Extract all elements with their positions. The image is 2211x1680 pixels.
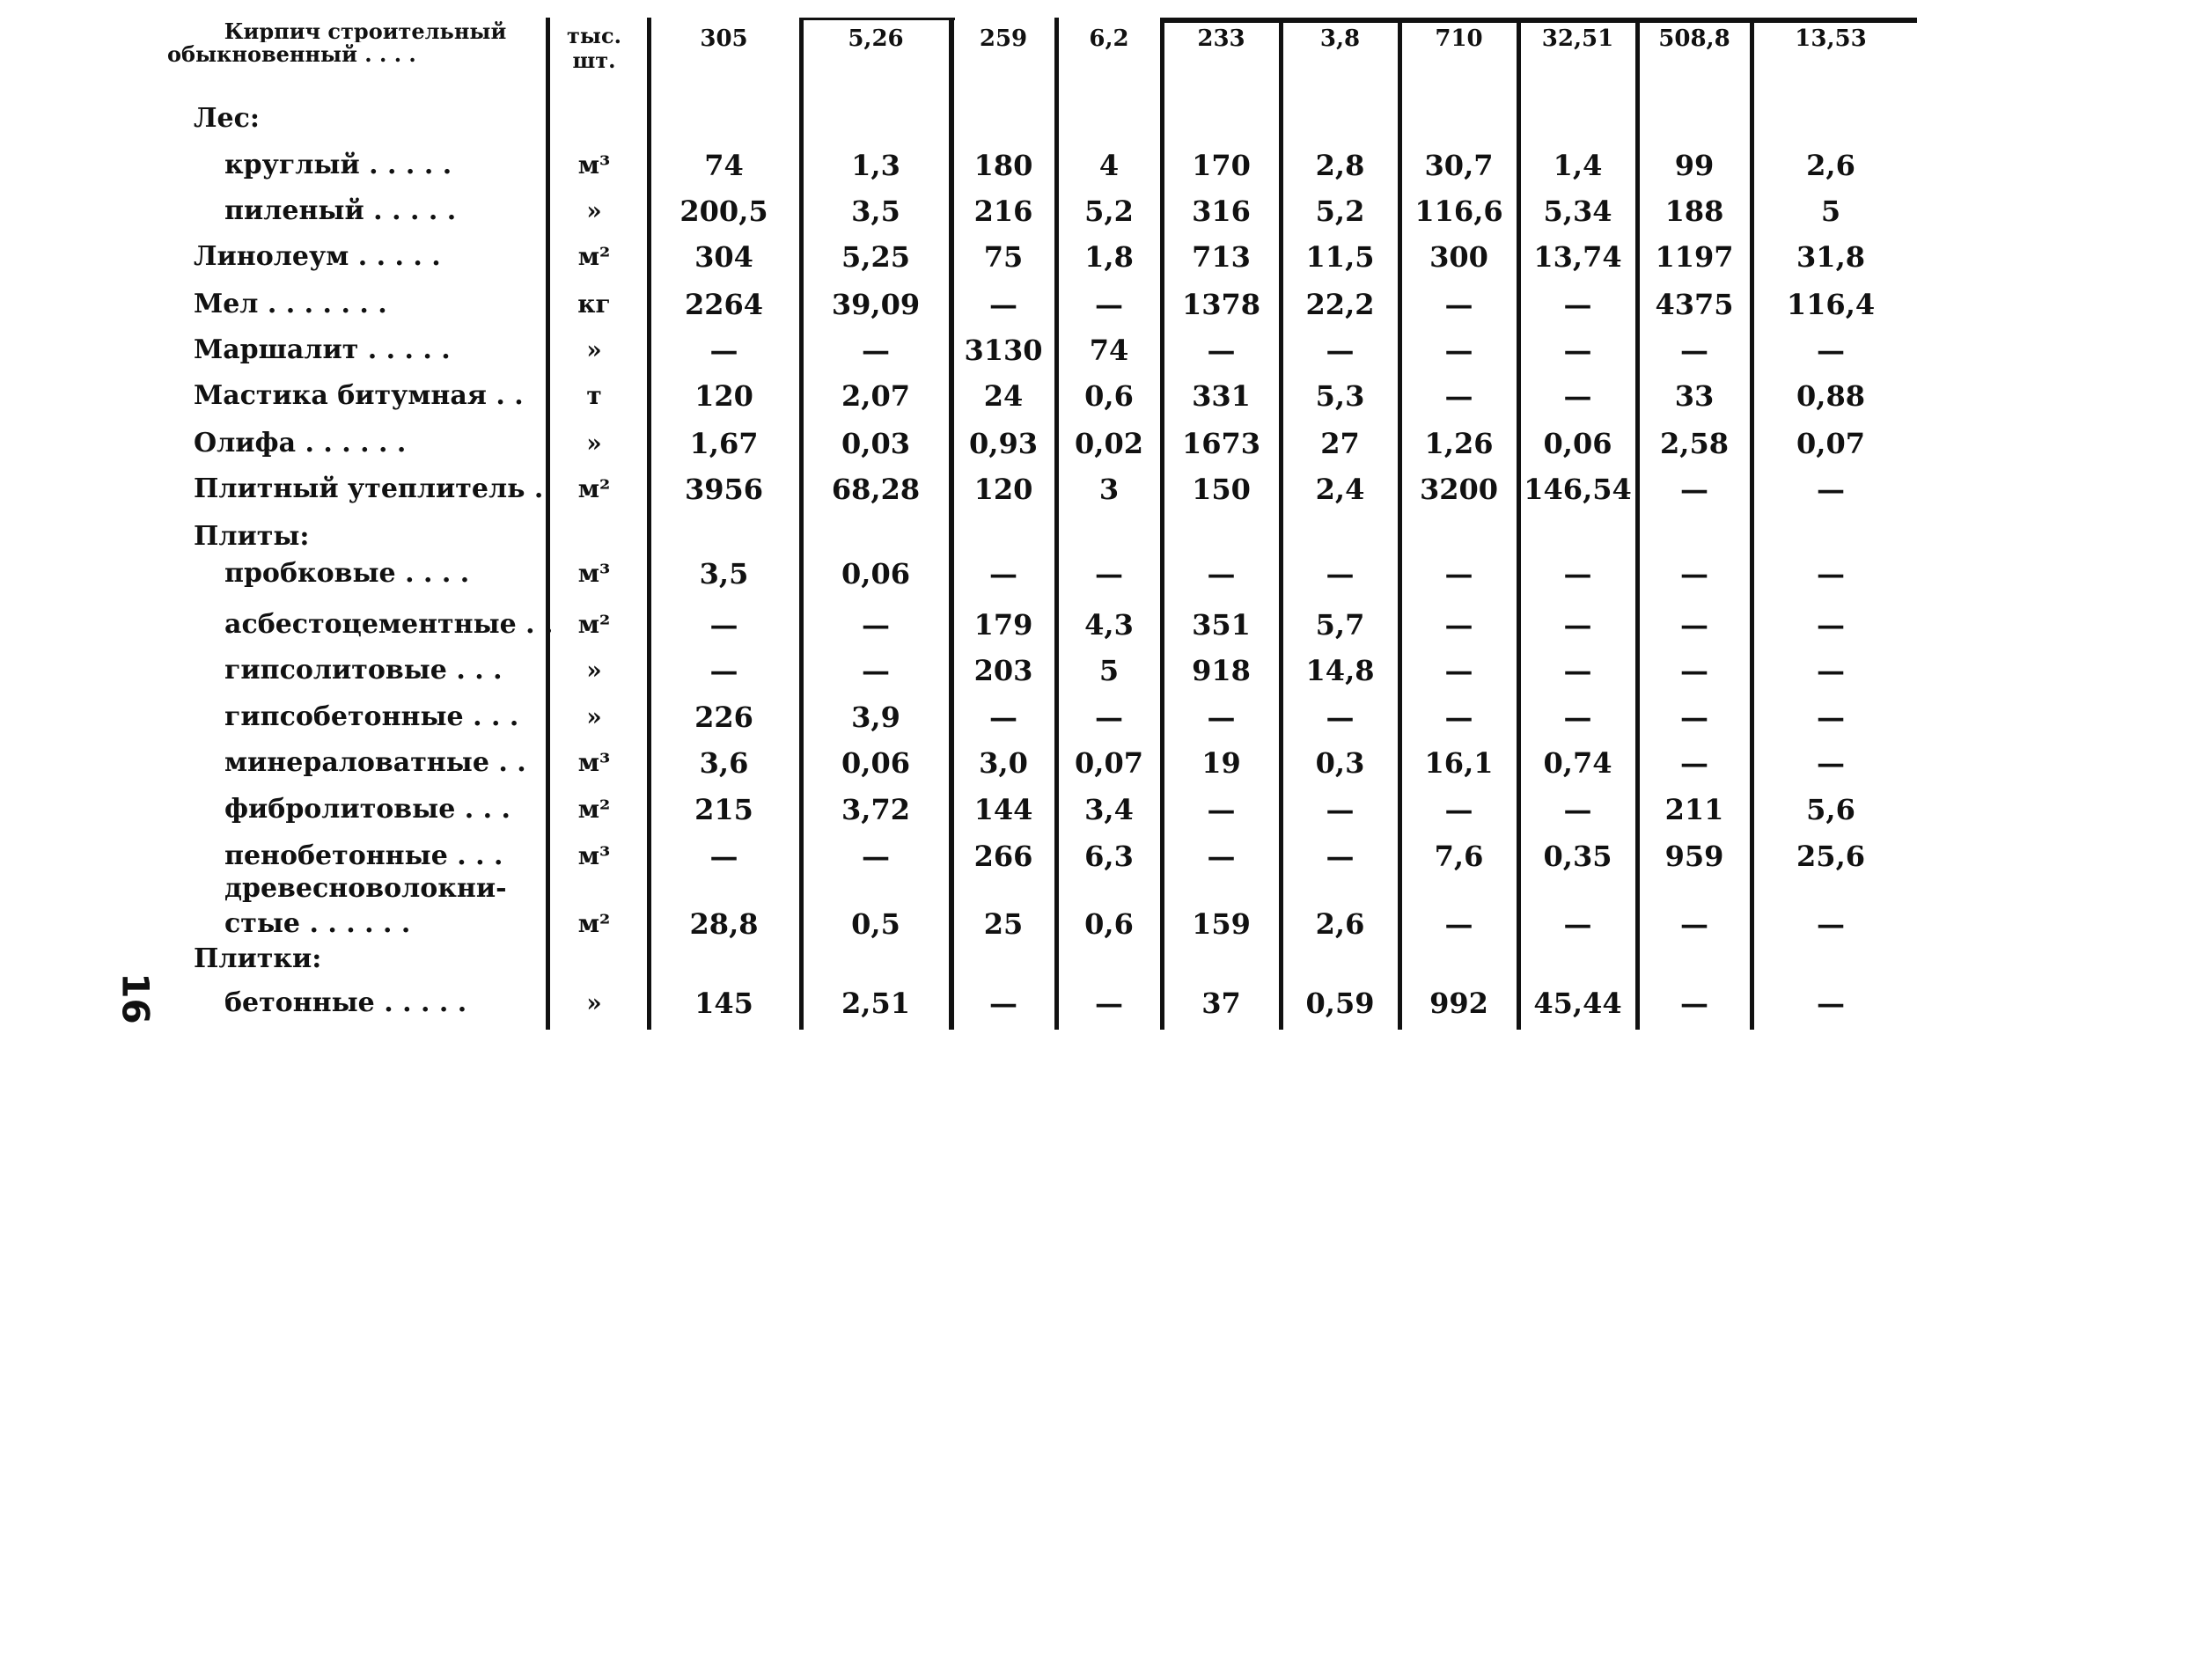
table-row [158, 239, 1919, 275]
table-cell: 0,59 [1305, 987, 1375, 1020]
table-cell: 3130 [964, 334, 1043, 367]
table-cell [1756, 519, 1906, 554]
table-cell: 0,93 [969, 427, 1038, 460]
table-row [158, 333, 1919, 368]
table-cell: 0,88 [1796, 379, 1865, 413]
table-row [158, 378, 1919, 414]
table-cell: 28,8 [689, 907, 759, 941]
row-unit [555, 101, 634, 136]
row-label: Линолеум . . . . . [194, 241, 441, 272]
table-cell: 5,7 [1315, 608, 1365, 642]
row-unit: м² [577, 474, 611, 503]
table-cell [955, 101, 1052, 136]
row-label: Олифа . . . . . . [194, 428, 407, 459]
header-cell: 710 [1435, 26, 1483, 52]
table-row [158, 839, 1919, 874]
table-cell: 331 [1192, 379, 1251, 413]
table-cell: 116,4 [1786, 288, 1876, 321]
table-cell: 5,3 [1315, 379, 1365, 413]
table-cell: 22,2 [1305, 288, 1375, 321]
table-row [158, 519, 1919, 554]
table-cell: 13,74 [1533, 240, 1622, 274]
table-cell [1523, 519, 1633, 554]
table-cell: 27 [1320, 427, 1360, 460]
header-cell: 305 [700, 26, 748, 52]
header-cell: 508,8 [1658, 26, 1730, 52]
table-cell: — [1680, 334, 1708, 367]
header-cell: 32,51 [1541, 26, 1614, 52]
row-label: Мел . . . . . . . [194, 289, 387, 319]
table-cell: 3,5 [699, 557, 749, 591]
table-cell: 74 [1089, 334, 1129, 367]
table-cell: — [1680, 473, 1708, 506]
table-cell: — [1207, 557, 1236, 591]
row-label: Маршалит . . . . . [194, 334, 451, 365]
table-cell: 2,8 [1315, 149, 1365, 182]
table-cell [1061, 101, 1157, 136]
table-cell: — [1326, 557, 1355, 591]
table-cell: — [709, 840, 738, 873]
table-cell [1166, 101, 1276, 136]
header-cell: 5,26 [848, 26, 904, 52]
table-cell: 3,6 [699, 746, 749, 780]
table-cell: 150 [1192, 473, 1251, 506]
table-cell: 14,8 [1305, 654, 1375, 687]
table-cell [651, 942, 797, 977]
table-cell: — [1817, 907, 1845, 941]
header-label-line2: обыкновенный . . . . [167, 44, 416, 65]
table-cell: 1,26 [1424, 427, 1494, 460]
header-cell: 6,2 [1089, 26, 1129, 52]
table-row [158, 792, 1919, 827]
table-cell: 3,5 [851, 194, 900, 228]
table-cell [805, 101, 946, 136]
row-unit: м² [577, 795, 611, 824]
table-cell: 2,07 [841, 379, 910, 413]
table-row [158, 700, 1919, 735]
table-cell [1285, 101, 1395, 136]
table-cell: 0,6 [1084, 907, 1134, 941]
table-cell: — [989, 701, 1017, 734]
table-cell: — [989, 557, 1017, 591]
table-cell: — [1095, 987, 1123, 1020]
header-cell: 259 [979, 26, 1028, 52]
table-cell: 0,06 [841, 557, 910, 591]
table-cell: 5 [1098, 654, 1120, 687]
page-number: 16 [114, 972, 158, 1024]
table-cell [651, 101, 797, 136]
table-cell: — [1817, 987, 1845, 1020]
table-cell: 144 [973, 793, 1033, 826]
table-cell: 2,51 [841, 987, 910, 1020]
table-cell: — [1444, 557, 1473, 591]
table-cell: 5,2 [1084, 194, 1134, 228]
header-cell: 13,53 [1795, 26, 1867, 52]
top-rule [801, 18, 955, 20]
table-cell [1061, 942, 1157, 977]
row-unit: м² [577, 610, 611, 639]
table-row [158, 287, 1919, 322]
table-cell: 0,6 [1084, 379, 1134, 413]
table-cell: 74 [704, 149, 744, 182]
table-cell [1523, 942, 1633, 977]
table-cell: 3,4 [1084, 793, 1134, 826]
table-cell: 0,06 [1543, 427, 1612, 460]
table-cell: 1378 [1181, 288, 1261, 321]
table-cell: — [1817, 473, 1845, 506]
table-cell: 2264 [684, 288, 764, 321]
row-unit: т [586, 381, 602, 410]
table-cell: 1,3 [851, 149, 900, 182]
row-unit: м³ [577, 559, 611, 588]
table-cell [1756, 101, 1906, 136]
table-cell: 75 [983, 240, 1024, 274]
table-cell: 33 [1674, 379, 1715, 413]
table-cell: 3,72 [841, 793, 910, 826]
table-cell: — [1563, 793, 1592, 826]
table-cell: 180 [973, 149, 1033, 182]
table-cell: — [1817, 701, 1845, 734]
table-cell: 7,6 [1434, 840, 1484, 873]
table-cell: 316 [1192, 194, 1251, 228]
table-cell: — [1207, 701, 1236, 734]
table-row [158, 745, 1919, 781]
table-cell: — [1326, 334, 1355, 367]
table-cell: — [1680, 701, 1708, 734]
row-unit: » [586, 335, 602, 364]
table-cell: 179 [973, 608, 1033, 642]
table-cell: — [1095, 557, 1123, 591]
table-cell: — [1563, 334, 1592, 367]
table-cell: 188 [1664, 194, 1724, 228]
table-row [158, 873, 1919, 942]
table-cell: 3956 [684, 473, 764, 506]
table-cell: 31,8 [1796, 240, 1865, 274]
row-unit: м² [577, 242, 611, 271]
table-cell: 116,6 [1414, 194, 1503, 228]
table-cell: 266 [973, 840, 1033, 873]
table-cell: 25,6 [1796, 840, 1865, 873]
table-cell: — [1444, 334, 1473, 367]
table-cell: — [709, 334, 738, 367]
table-cell: 5,2 [1315, 194, 1365, 228]
row-unit [555, 942, 634, 977]
table-cell [1285, 519, 1395, 554]
table-cell: — [1563, 379, 1592, 413]
table-cell: — [1563, 907, 1592, 941]
table-cell [1642, 942, 1747, 977]
table-cell [1642, 519, 1747, 554]
table-cell: 0,5 [851, 907, 900, 941]
header-cell: 233 [1197, 26, 1245, 52]
row-label: Мастика битумная . . [194, 380, 524, 411]
table-cell: 0,02 [1075, 427, 1143, 460]
table-cell: — [1817, 654, 1845, 687]
table-cell: 45,44 [1533, 987, 1622, 1020]
table-cell: 19 [1201, 746, 1241, 780]
table-cell: 170 [1192, 149, 1251, 182]
table-cell: 351 [1192, 608, 1251, 642]
table-cell: — [989, 987, 1017, 1020]
table-cell: — [1444, 654, 1473, 687]
row-label: пенобетонные . . . [224, 840, 503, 871]
table-cell: 5,25 [841, 240, 910, 274]
table-cell: — [1680, 987, 1708, 1020]
row-label: гипсолитовые . . . [224, 655, 503, 686]
table-cell: — [1817, 608, 1845, 642]
table-cell: 215 [694, 793, 753, 826]
table-row [158, 101, 1919, 136]
table-cell: 3,0 [979, 746, 1028, 780]
row-label: круглый . . . . . [224, 150, 452, 180]
table-cell: 2,4 [1315, 473, 1365, 506]
table-cell [955, 519, 1052, 554]
table-cell: 216 [973, 194, 1033, 228]
table-cell: — [1095, 288, 1123, 321]
table-cell: 0,07 [1075, 746, 1143, 780]
table-cell: 2,58 [1660, 427, 1729, 460]
table-cell: 3,9 [851, 701, 900, 734]
row-unit: м³ [577, 841, 611, 870]
table-cell: 959 [1664, 840, 1724, 873]
table-cell: — [862, 608, 890, 642]
table-cell: 120 [694, 379, 753, 413]
table-cell: 1673 [1181, 427, 1261, 460]
table-cell: 4,3 [1084, 608, 1134, 642]
table-cell: 226 [694, 701, 753, 734]
table-cell: 3 [1098, 473, 1120, 506]
table-row [158, 148, 1919, 183]
table-cell: — [989, 288, 1017, 321]
table-cell [1523, 101, 1633, 136]
table-cell: — [1326, 840, 1355, 873]
table-cell: 145 [694, 987, 753, 1020]
table-cell: — [1326, 793, 1355, 826]
header-cell: 3,8 [1319, 26, 1361, 52]
table-cell: 4 [1098, 149, 1120, 182]
table-cell: — [1817, 557, 1845, 591]
table-cell: — [1563, 557, 1592, 591]
table-cell [1166, 519, 1276, 554]
table-cell: 203 [973, 654, 1033, 687]
table-cell: 211 [1664, 793, 1724, 826]
header-unit-line1: тыс. [567, 23, 621, 48]
table-row [158, 472, 1919, 507]
row-unit: м³ [577, 150, 611, 180]
table-cell: 0,74 [1543, 746, 1612, 780]
table-cell [805, 519, 946, 554]
table-cell: 5 [1820, 194, 1841, 228]
table-cell: — [1207, 840, 1236, 873]
header-unit-line2: шт. [572, 48, 616, 73]
table-cell: 0,07 [1796, 427, 1865, 460]
table-cell: 1197 [1655, 240, 1734, 274]
table-cell [1756, 942, 1906, 977]
table-cell: — [1444, 288, 1473, 321]
table-cell: 5,6 [1806, 793, 1855, 826]
table-cell: 30,7 [1424, 149, 1494, 182]
row-label: Плиты: [194, 521, 310, 552]
table-cell: — [709, 608, 738, 642]
row-label: фибролитовые . . . [224, 794, 511, 825]
table-cell: — [709, 654, 738, 687]
materials-table [158, 9, 1919, 1030]
table-cell [1404, 942, 1514, 977]
table-row [158, 986, 1919, 1021]
table-cell: 2,6 [1806, 149, 1855, 182]
row-label: Лес: [194, 103, 260, 134]
header-label-line1: Кирпич строительный [224, 21, 507, 42]
row-label: асбестоцементные . . [224, 609, 554, 640]
row-unit: м³ [577, 748, 611, 777]
table-row [158, 607, 1919, 642]
table-cell: — [1563, 288, 1592, 321]
table-cell: — [862, 840, 890, 873]
row-label: Плитки: [194, 943, 322, 974]
row-label: стые . . . . . . [224, 908, 411, 939]
table-cell [1642, 101, 1747, 136]
table-cell: 0,35 [1543, 840, 1612, 873]
table-cell: 99 [1674, 149, 1715, 182]
row-unit [555, 519, 634, 554]
table-cell: — [1680, 557, 1708, 591]
table-cell: 200,5 [679, 194, 768, 228]
table-cell: — [1326, 701, 1355, 734]
table-cell: — [862, 334, 890, 367]
table-cell: 713 [1192, 240, 1251, 274]
table-cell: — [1680, 654, 1708, 687]
row-unit: » [586, 196, 602, 225]
table-cell: — [1680, 907, 1708, 941]
table-cell: 5,34 [1543, 194, 1612, 228]
table-cell: — [1444, 608, 1473, 642]
header-row [158, 21, 1919, 100]
table-cell: — [1563, 701, 1592, 734]
table-cell: 37 [1201, 987, 1241, 1020]
table-cell: 0,06 [841, 746, 910, 780]
table-cell: 11,5 [1305, 240, 1375, 274]
table-cell: — [1444, 701, 1473, 734]
table-cell: — [1207, 334, 1236, 367]
table-cell: — [1444, 379, 1473, 413]
table-cell: 39,09 [831, 288, 921, 321]
table-cell: 918 [1192, 654, 1251, 687]
table-cell: 16,1 [1424, 746, 1494, 780]
table-cell: 1,67 [689, 427, 759, 460]
table-cell: — [1817, 746, 1845, 780]
table-cell: 24 [983, 379, 1024, 413]
table-row [158, 653, 1919, 688]
table-cell: — [1680, 746, 1708, 780]
table-cell: — [1095, 701, 1123, 734]
row-unit: » [586, 429, 602, 458]
row-unit: м² [577, 909, 611, 938]
table-cell: 0,3 [1315, 746, 1365, 780]
row-label: пиленый . . . . . [224, 195, 457, 226]
table-cell: — [1817, 334, 1845, 367]
table-cell [1404, 519, 1514, 554]
row-unit: » [586, 988, 602, 1017]
table-cell: 2,6 [1315, 907, 1365, 941]
row-unit: » [586, 656, 602, 685]
table-cell: 992 [1429, 987, 1488, 1020]
row-label: Плитный утеплитель . [194, 473, 544, 504]
table-cell [1404, 101, 1514, 136]
table-cell: 3200 [1419, 473, 1499, 506]
table-row [158, 426, 1919, 461]
table-cell: — [1444, 907, 1473, 941]
table-cell [651, 519, 797, 554]
row-unit: кг [577, 290, 611, 319]
table-cell: — [1563, 608, 1592, 642]
table-cell: — [1444, 793, 1473, 826]
row-unit: » [586, 702, 602, 731]
table-cell [1166, 942, 1276, 977]
table-cell [805, 942, 946, 977]
table-cell: 25 [983, 907, 1024, 941]
row-label: пробковые . . . . [224, 558, 470, 589]
table-cell: 1,4 [1553, 149, 1603, 182]
row-label: гипсобетонные . . . [224, 701, 519, 732]
table-cell: 300 [1429, 240, 1488, 274]
table-cell: 0,03 [841, 427, 910, 460]
row-label: минераловатные . . [224, 747, 526, 778]
table-cell [1285, 942, 1395, 977]
table-cell: 4375 [1655, 288, 1734, 321]
table-cell: — [862, 654, 890, 687]
table-cell: 1,8 [1084, 240, 1134, 274]
table-cell: 304 [694, 240, 753, 274]
table-cell: 6,3 [1084, 840, 1134, 873]
table-cell: — [1207, 793, 1236, 826]
table-row [158, 942, 1919, 977]
table-cell: 146,54 [1524, 473, 1632, 506]
table-cell: 120 [973, 473, 1033, 506]
table-cell [955, 942, 1052, 977]
table-cell: 159 [1192, 907, 1251, 941]
table-cell: — [1680, 608, 1708, 642]
row-label: бетонные . . . . . [224, 987, 467, 1018]
row-label-line1: древесноволокни- [224, 873, 507, 904]
table-cell: — [1563, 654, 1592, 687]
table-row [158, 194, 1919, 229]
table-cell: 68,28 [831, 473, 921, 506]
table-row [158, 556, 1919, 591]
table-cell [1061, 519, 1157, 554]
